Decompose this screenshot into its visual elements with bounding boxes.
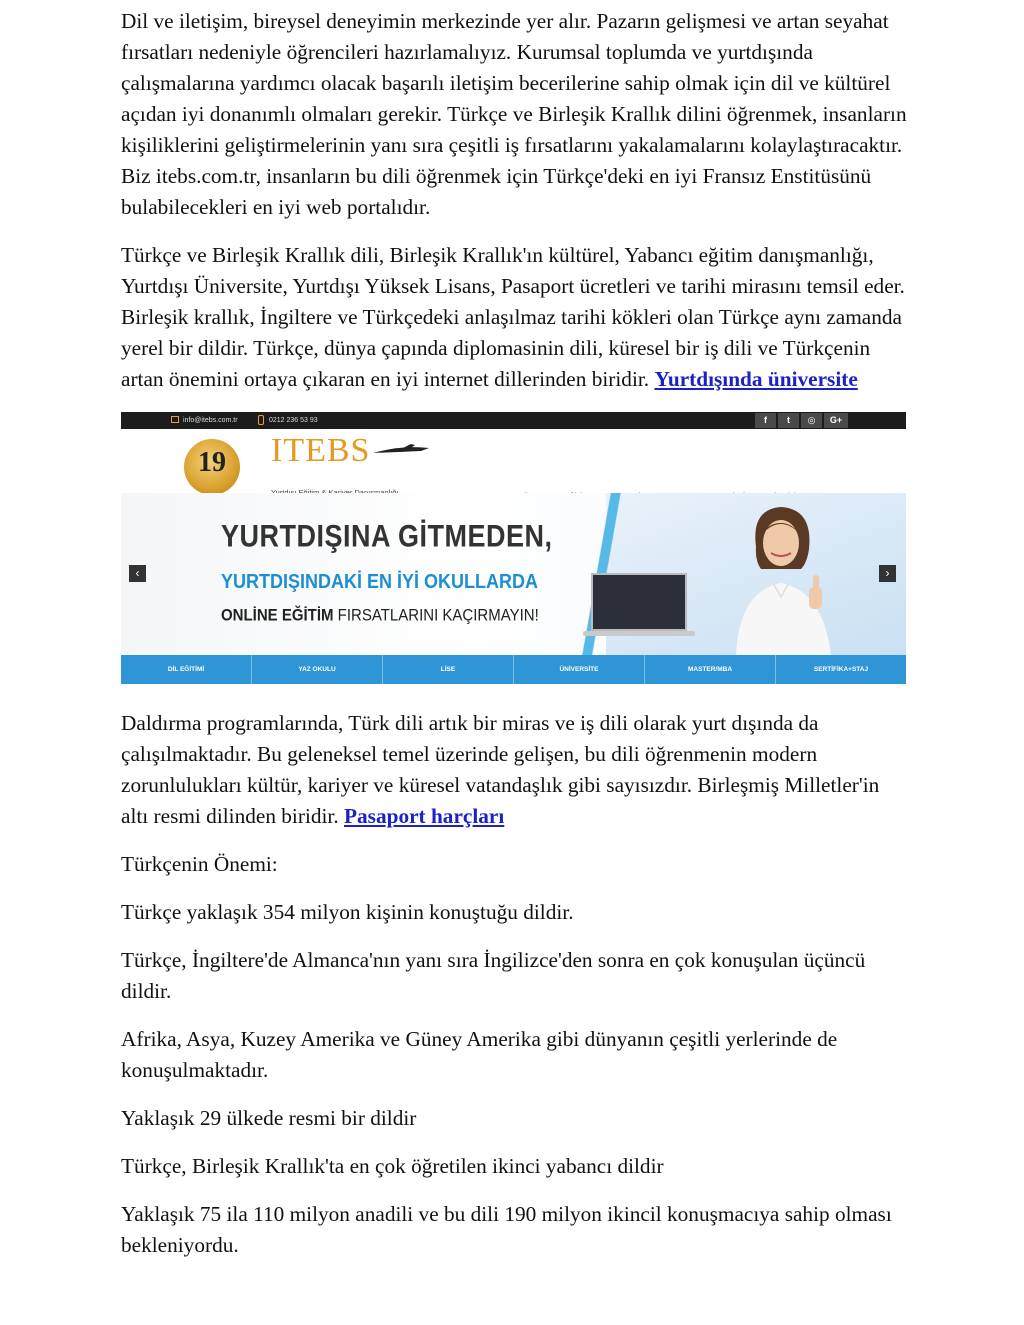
fact-official: Yaklaşık 29 ülkede resmi bir dildir (121, 1106, 417, 1130)
instagram-icon[interactable]: ◎ (801, 413, 822, 428)
hero-tagline-light: FIRSATLARINI KAÇIRMAYIN! (337, 606, 539, 625)
fact-regions: Afrika, Asya, Kuzey Amerika ve Güney Amerika gibi dünyanın çeşitli yerlerinde de konuşulmaktadır. (121, 1027, 838, 1082)
link-pasaport-harclari[interactable]: Pasaport harçları (344, 804, 505, 828)
site-phone: 0212 236 53 93 (269, 417, 318, 424)
googleplus-icon[interactable]: G+ (824, 413, 848, 428)
laptop-image (591, 573, 687, 631)
paragraph-immersion (121, 708, 911, 832)
laptop-base (583, 631, 695, 636)
document-body (121, 0, 911, 1278)
section-heading: Türkçenin Önemi: (121, 852, 278, 876)
woman-photo (721, 499, 841, 655)
category-universite[interactable]: ÜNİVERSİTE (514, 655, 645, 684)
phone-icon (258, 415, 264, 425)
category-sertifika-staj[interactable]: SERTİFİKA+STAJ (813, 666, 869, 673)
paragraph-intro: Dil ve iletişim, bireysel deneyimin merkezinde yer alır. Pazarın gelişmesi ve artan seyahat fırsatları nedeniyle öğrencileri hazırlamalıyız. Kurumsal toplumda ve yurtdışında çalışmalarına yardımcı olacak başarılı iletişim becerilerine sahip olmak için dil ve kültürel açıdan iyi donanımlı olmaları gerekir. Türkçe ve Birleşik Krallık dilini öğrenmek, insanların kişiliklerini geliştirmelerinin yanı sıra çeşitli iş fırsatlarını yakalamalarını kolaylaştıracaktır. Biz itebs.com.tr, insanların bu dili öğrenmek için Türkçe'deki en iyi Fransız Enstitüsünü bulabilecekleri en iyi web portalıdır. (121, 9, 907, 219)
slider-prev-button[interactable]: ‹ (129, 565, 146, 582)
airplane-icon (371, 443, 431, 457)
badge-number: 19 (198, 447, 226, 478)
facebook-icon[interactable]: f (755, 413, 776, 428)
twitter-icon[interactable]: t (778, 413, 799, 428)
mail-icon (171, 416, 179, 423)
site-topbar (121, 412, 906, 429)
site-logo[interactable]: ITEBS (271, 432, 371, 469)
site-header (121, 429, 906, 493)
fact-speakers: Türkçe yaklaşık 354 milyon kişinin konuştuğu dildir. (121, 900, 574, 924)
site-category-bar (121, 655, 906, 684)
site-email: info@itebs.com.tr (183, 417, 238, 424)
link-yurtdisinda-universite[interactable]: Yurtdışında üniversite (654, 367, 858, 391)
embedded-website-screenshot (121, 412, 906, 684)
fact-third-language: Türkçe, İngiltere'de Almanca'nın yanı sıra İngilizce'den sonra en çok konuşulan üçüncü dildir. (121, 948, 866, 1003)
hero-headline: YURTDIŞINA GİTMEDEN, (221, 518, 553, 554)
hero-tagline-bold: ONLİNE EĞİTİM (221, 606, 334, 625)
hero-tagline (221, 598, 539, 632)
category-yaz-okulu[interactable]: YAZ OKULU (252, 655, 383, 684)
category-lise[interactable]: LİSE (383, 655, 514, 684)
anniversary-badge (184, 439, 240, 495)
hero-subheadline: YURTDIŞINDAKİ EN İYİ OKULLARDA (221, 569, 539, 593)
paragraph-language (121, 240, 911, 395)
category-master-mba[interactable]: MASTER/MBA (645, 655, 776, 684)
fact-native: Yaklaşık 75 ila 110 milyon anadili ve bu dili 190 milyon ikincil konuşmacıya sahip olması bekleniyordu. (121, 1202, 892, 1257)
paragraph-immersion-text: Daldırma programlarında, Türk dili artık bir miras ve iş dili olarak yurt dışında da çalışılmaktadır. Bu geleneksel temel üzerinde gelişen, bu dili öğrenmenin modern zorunlulukları kültür, kariyer ve küresel vatandaşlık gibi sayısızdır. Birleşmiş Milletler'in altı resmi dilinden biridir. (121, 711, 880, 828)
slider-next-button[interactable]: › (879, 565, 896, 582)
paragraph-language-text: Türkçe ve Birleşik Krallık dili, Birleşik Krallık'ın kültürel, Yabancı eğitim danışmanlığı, Yurtdışı Üniversite, Yurtdışı Yüksek Lisans, Pasaport ücretleri ve tarihi mirasını temsil eder. Birleşik krallık, İngiltere ve Türkçedeki anlaşılmaz tarihi kökleri olan Türkçe aynı zamanda yerel bir dildir. Türkçe, dünya çapında diplomasinin dili, küresel bir iş dili ve Türkçenin artan önemini ortaya çıkaran en iyi internet dillerinden biridir. (121, 243, 905, 391)
hero-slider (121, 493, 906, 655)
category-dil-egitimi[interactable]: DİL EĞİTİMİ (121, 655, 252, 684)
fact-taught: Türkçe, Birleşik Krallık'ta en çok öğretilen ikinci yabancı dildir (121, 1154, 664, 1178)
